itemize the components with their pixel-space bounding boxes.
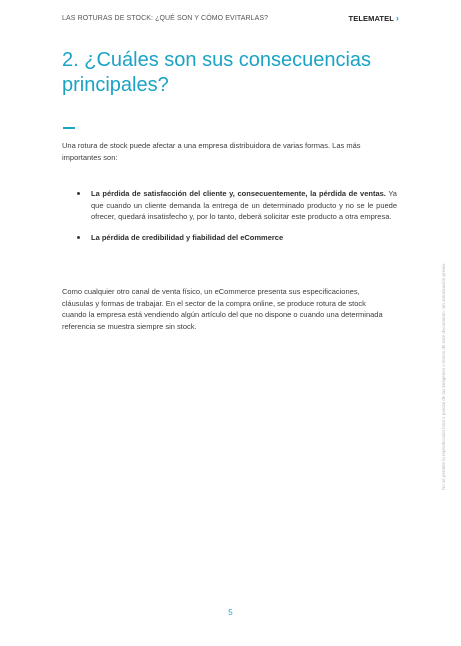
page-number: 5 — [228, 608, 233, 617]
accent-divider — [63, 127, 75, 129]
section-title: 2. ¿Cuáles son sus consecuencias principales? — [62, 49, 372, 96]
closing-paragraph: Como cualquier otro canal de venta físico, un eCommerce presenta sus especificaciones, cláusulas y formas de trabajar. En el sector de la compra online, se produce rotura de stock cuando la empresa está vendiendo algún artículo del que no dispone o cuando una determinada referencia se muestra siempre sin stock. — [62, 287, 383, 331]
bullet-icon — [77, 192, 80, 195]
list-item-text: Ya que cuando un cliente demanda la entrega de un determinado producto y no se le puede ofrecer, quedará insatisfecho y, por lo tanto, deberá solicitar este producto a otra empresa. — [91, 189, 397, 221]
list-item-lead: La pérdida de credibilidad y fiabilidad del eCommerce — [91, 232, 284, 242]
list-item — [77, 232, 397, 244]
copyright-notice: No se permite la reproducción total o parcial de las imágenes o textos de este documento, sin autorización previa. — [441, 262, 446, 490]
list-item — [77, 188, 397, 223]
running-title: LAS ROTURAS DE STOCK: ¿QUÉ SON Y CÓMO EVITARLAS? — [62, 15, 269, 22]
chevron-right-icon: › — [395, 13, 399, 23]
page-header — [62, 14, 399, 23]
brand-name: TELEMATEL — [348, 14, 394, 23]
bullet-icon — [77, 236, 80, 239]
brand-logo — [349, 14, 399, 23]
list-item-lead: La pérdida de satisfacción del cliente y, consecuentemente, la pérdida de ventas. — [91, 189, 386, 198]
intro-paragraph: Una rotura de stock puede afectar a una empresa distribuidora de varias formas. Las más importantes son: — [62, 141, 361, 162]
consequences-list — [77, 188, 397, 243]
